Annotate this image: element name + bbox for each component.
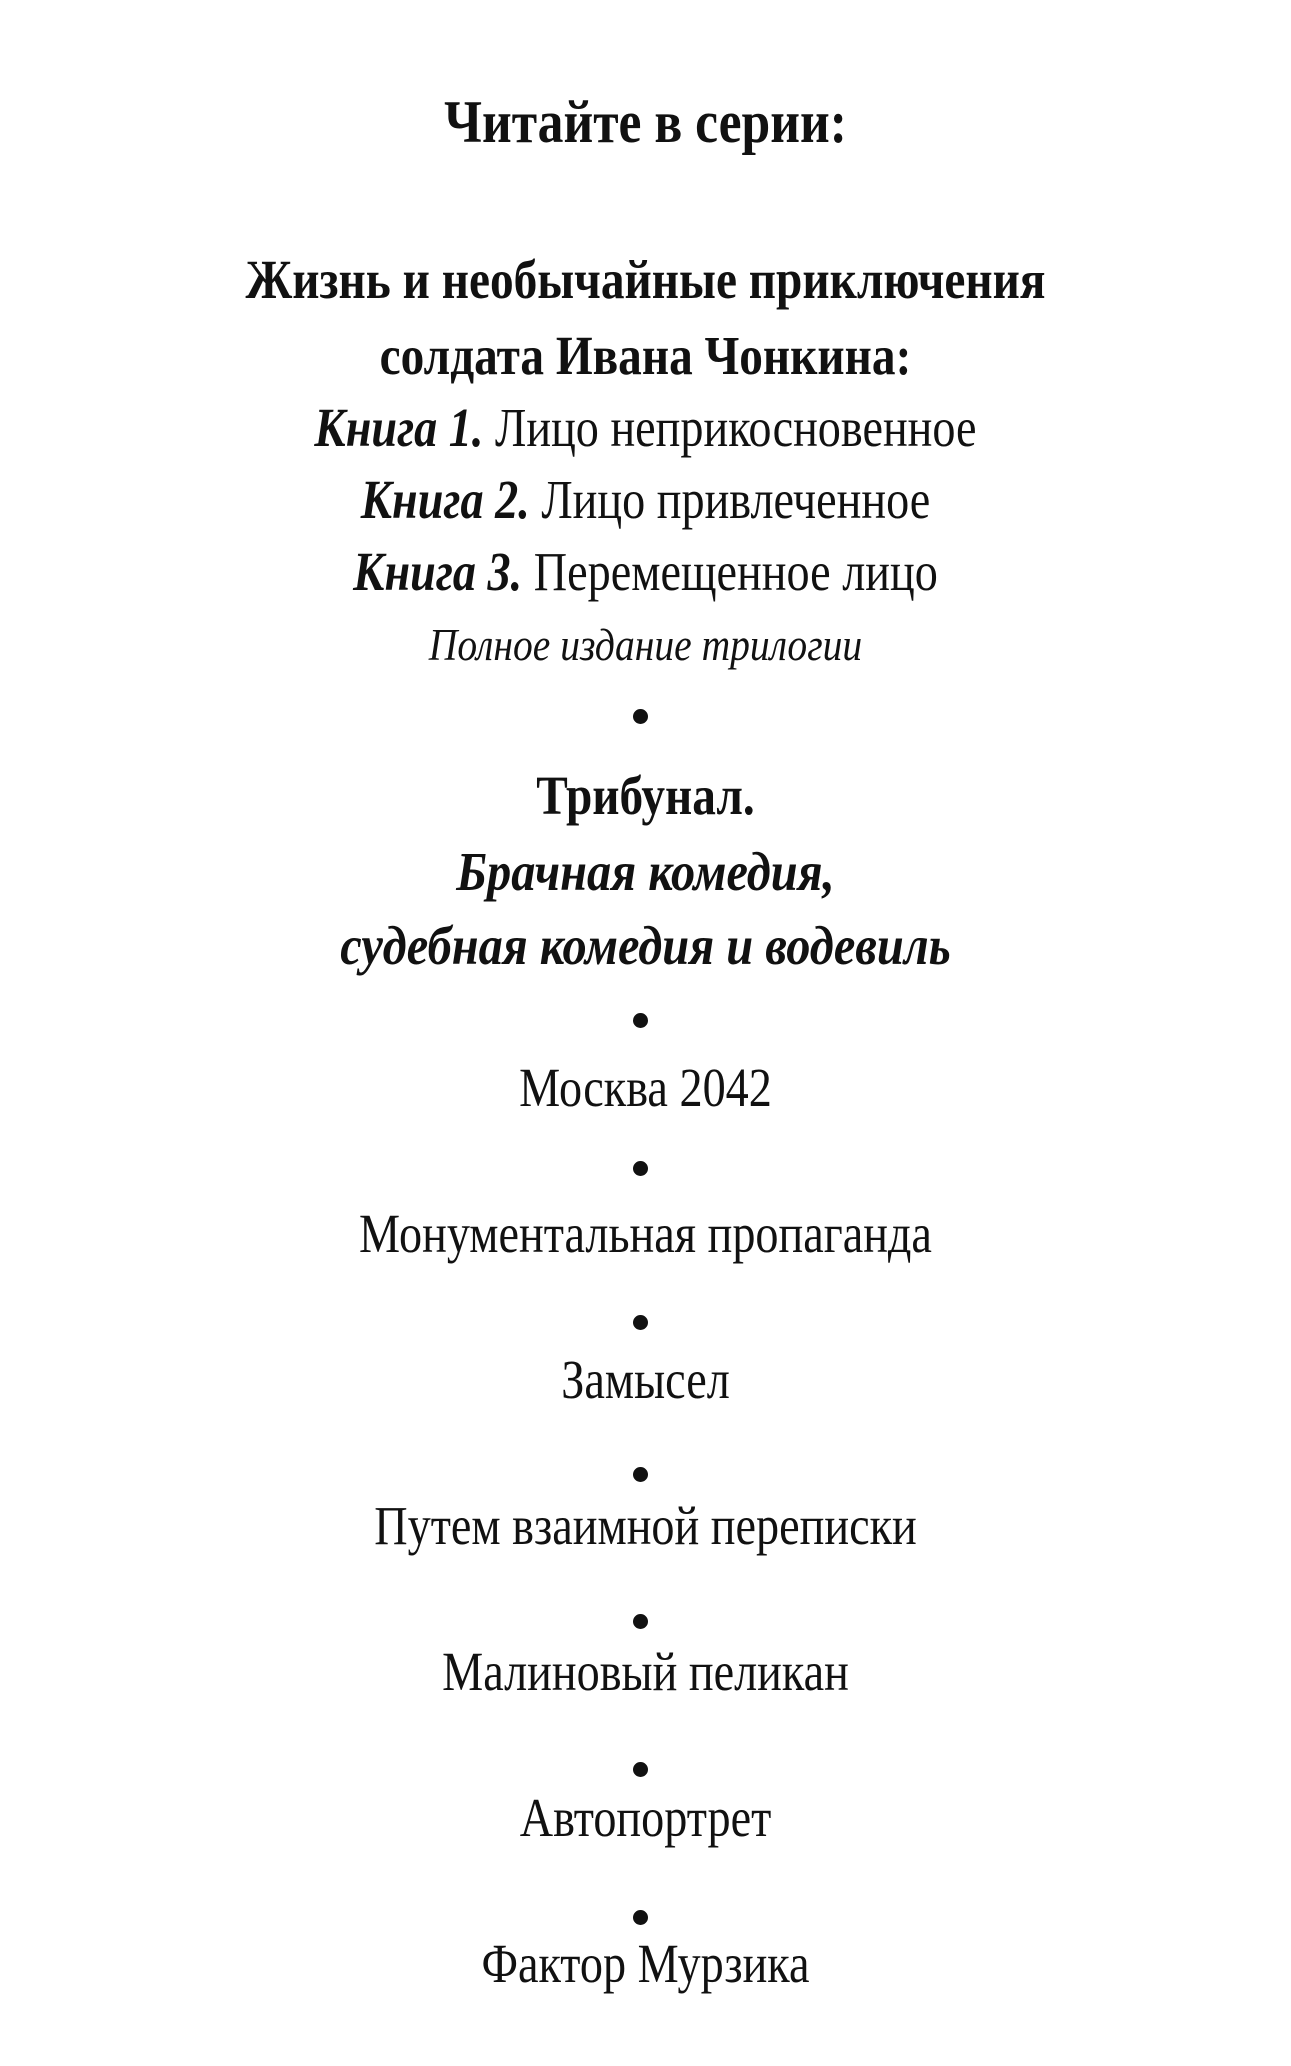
book-title-zamysel: Замысел — [561, 1349, 730, 1410]
separator-bullet-7 — [633, 1762, 648, 1777]
separator-bullet-5 — [633, 1467, 648, 1482]
separator-bullet-4 — [633, 1315, 648, 1330]
book-title-faktor: Фактор Мурзика — [481, 1933, 810, 1994]
tribunal-subtitle-line-1: Брачная комедия, — [456, 841, 835, 902]
book-entry-1 — [103, 397, 1187, 458]
book-title-2: Лицо привлеченное — [541, 469, 931, 530]
tribunal-title: Трибунал. — [536, 765, 755, 826]
separator-bullet-6 — [633, 1614, 648, 1629]
book-title-3: Перемещенное лицо — [533, 541, 938, 602]
separator-bullet-8 — [633, 1910, 648, 1925]
book-label-2: Книга 2. — [360, 469, 530, 530]
series-title-line-1: Жизнь и необычайные приключения — [245, 249, 1046, 310]
book-title-monumental: Монументальная пропаганда — [359, 1203, 932, 1264]
series-title-line-2: солдата Ивана Чонкина: — [379, 325, 912, 386]
book-title-avtoportret: Автопортрет — [519, 1787, 772, 1848]
book-label-3: Книга 3. — [353, 541, 523, 602]
book-title-1: Лицо неприкосновенное — [495, 397, 977, 458]
trilogy-note: Полное издание трилогии — [428, 619, 863, 670]
book-title-perepiska: Путем взаимной переписки — [374, 1495, 917, 1556]
book-entry-2 — [103, 469, 1187, 530]
separator-bullet-1 — [633, 709, 648, 724]
book-label-1: Книга 1. — [314, 397, 484, 458]
tribunal-subtitle-line-2: судебная комедия и водевиль — [340, 915, 951, 976]
separator-bullet-3 — [633, 1161, 648, 1176]
page-title: Читайте в серии: — [444, 89, 847, 155]
book-title-moskva: Москва 2042 — [519, 1057, 772, 1118]
book-entry-3 — [103, 541, 1187, 602]
separator-bullet-2 — [633, 1013, 648, 1028]
book-title-pelikan: Малиновый пеликан — [442, 1641, 849, 1702]
